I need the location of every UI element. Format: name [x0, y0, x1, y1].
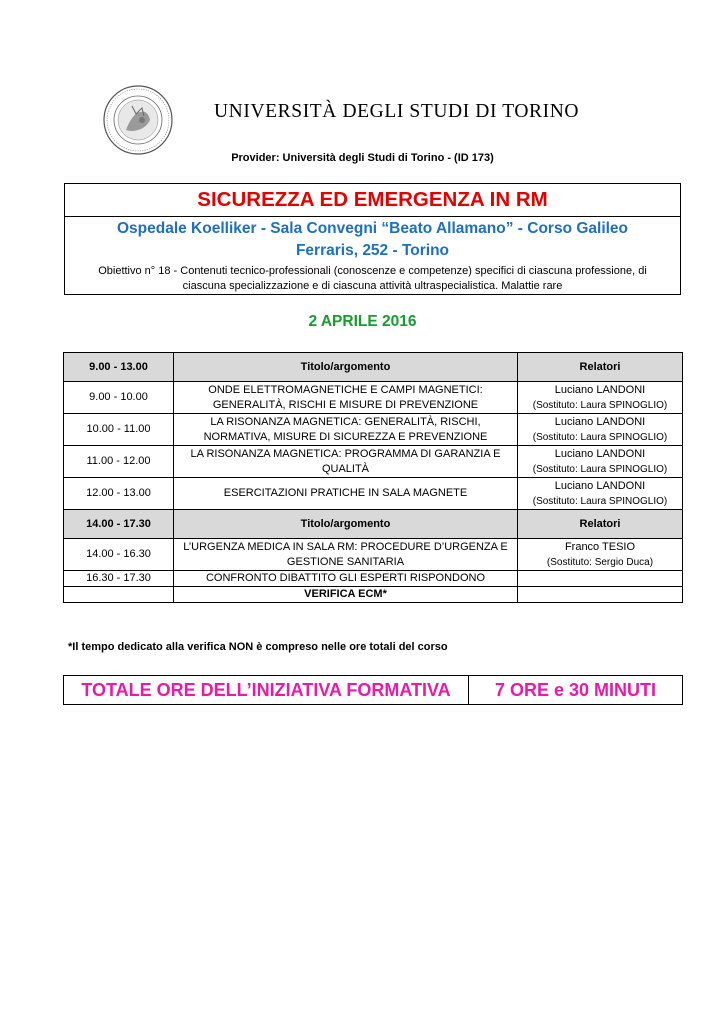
speaker-substitute: (Sostituto: Sergio Duca)	[546, 556, 654, 568]
table-row	[64, 571, 683, 587]
row-topic	[174, 539, 518, 571]
venue-line-2: Ferraris, 252 - Torino	[295, 242, 450, 259]
row-speaker	[518, 382, 683, 414]
topic-line: NORMATIVA, MISURE DI SICUREZZA E PREVENZIONE	[203, 430, 488, 443]
row-time: 9.00 - 10.00	[64, 382, 174, 414]
table-row	[64, 539, 683, 571]
row-time: 14.00 - 16.30	[64, 539, 174, 571]
topic-line: ESERCITAZIONI PRATICHE IN SALA MAGNETE	[223, 487, 468, 499]
topic-line: QUALITÀ	[321, 462, 370, 475]
row-topic	[174, 446, 518, 478]
university-seal-icon	[102, 84, 174, 156]
table-row	[64, 414, 683, 446]
total-value: 7 ORE e 30 MINUTI	[469, 676, 683, 705]
speaker-substitute: (Sostituto: Laura SPINOGLIO)	[532, 431, 668, 443]
speaker-substitute: (Sostituto: Laura SPINOGLIO)	[532, 463, 668, 475]
event-date: 2 APRILE 2016	[308, 313, 417, 330]
footnote: *Il tempo dedicato alla verifica NON è compreso nelle ore totali del corso	[68, 641, 448, 653]
topic-line: L’URGENZA MEDICA IN SALA RM: PROCEDURE D’URGENZA E	[183, 540, 508, 553]
session-2-time: 14.00 - 17.30	[64, 510, 174, 539]
topic-line: LA RISONANZA MAGNETICA: GENERALITÀ, RISCHI,	[210, 415, 481, 428]
row-speaker	[518, 571, 683, 587]
speakers-column-header: Relatori	[518, 510, 683, 539]
session-2-header	[64, 510, 683, 539]
row-time	[64, 587, 174, 603]
course-objective	[65, 262, 680, 294]
topic-line: ONDE ELETTROMAGNETICHE E CAMPI MAGNETICI:	[208, 383, 483, 396]
row-topic	[174, 414, 518, 446]
row-speaker	[518, 539, 683, 571]
table-row	[64, 478, 683, 510]
topic-line: GENERALITÀ, RISCHI E MISURE DI PREVENZIONE	[212, 398, 479, 411]
speaker-substitute: (Sostituto: Laura SPINOGLIO)	[532, 495, 668, 507]
topic-column-header: Titolo/argomento	[174, 510, 518, 539]
row-topic	[174, 478, 518, 510]
table-row	[64, 382, 683, 414]
row-time: 11.00 - 12.00	[64, 446, 174, 478]
speaker-name: Luciano LANDONI	[554, 447, 646, 460]
speaker-name: Luciano LANDONI	[554, 383, 646, 396]
provider-line: Provider: Università degli Studi di Torino - (ID 173)	[231, 152, 494, 164]
row-time: 12.00 - 13.00	[64, 478, 174, 510]
speaker-substitute: (Sostituto: Laura SPINOGLIO)	[532, 399, 668, 411]
row-speaker	[518, 446, 683, 478]
verification-label: VERIFICA ECM*	[174, 587, 518, 603]
objective-line-2: ciascuna specializzazione e di ciascuna attività ultraspecialistica. Malattie rare	[182, 280, 563, 292]
topic-line: GESTIONE SANITARIA	[286, 555, 405, 568]
speaker-name: Luciano LANDONI	[554, 479, 646, 492]
topic-line: LA RISONANZA MAGNETICA: PROGRAMMA DI GARANZIA E	[190, 447, 501, 460]
course-title: SICUREZZA ED EMERGENZA IN RM	[65, 184, 680, 217]
objective-line-1: Obiettivo n° 18 - Contenuti tecnico-professionali (conoscenze e competenze) specifici di ciascuna professione, di	[98, 265, 647, 277]
venue-line-1: Ospedale Koelliker - Sala Convegni “Beato Allamano” - Corso Galileo	[116, 220, 629, 237]
total-label: TOTALE ORE DELL’INIZIATIVA FORMATIVA	[64, 676, 469, 705]
schedule-table	[63, 352, 683, 603]
university-name: UNIVERSITÀ DEGLI STUDI DI TORINO	[214, 101, 580, 122]
row-time: 16.30 - 17.30	[64, 571, 174, 587]
session-1-header	[64, 353, 683, 382]
topic-column-header: Titolo/argomento	[174, 353, 518, 382]
speaker-name: Franco TESIO	[564, 540, 636, 553]
table-row	[64, 446, 683, 478]
row-topic: CONFRONTO DIBATTITO GLI ESPERTI RISPONDONO	[174, 571, 518, 587]
row-time: 10.00 - 11.00	[64, 414, 174, 446]
course-title-box	[64, 183, 681, 295]
row-topic	[174, 382, 518, 414]
course-venue	[65, 217, 680, 262]
table-row	[64, 587, 683, 603]
session-1-time: 9.00 - 13.00	[64, 353, 174, 382]
speaker-name: Luciano LANDONI	[554, 415, 646, 428]
row-speaker	[518, 414, 683, 446]
total-hours-box	[63, 675, 683, 705]
row-speaker	[518, 587, 683, 603]
speakers-column-header: Relatori	[518, 353, 683, 382]
row-speaker	[518, 478, 683, 510]
